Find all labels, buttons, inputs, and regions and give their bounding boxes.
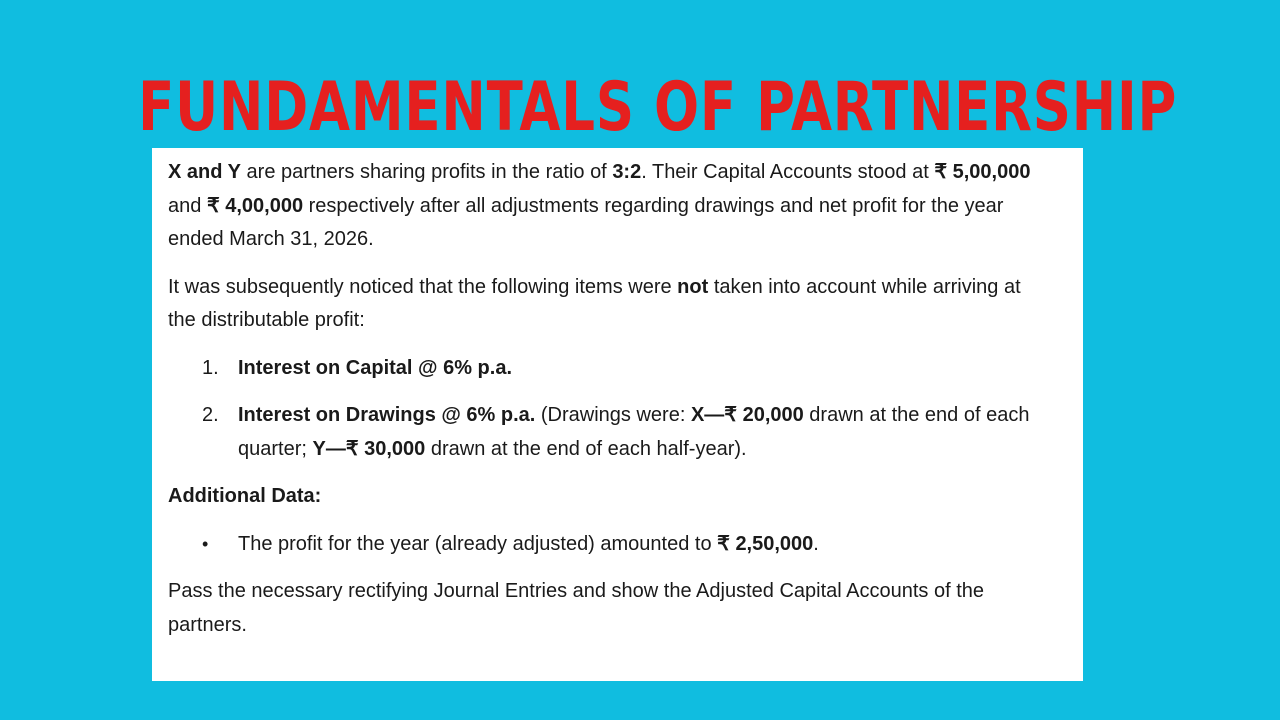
interest-on-capital: Interest on Capital @ 6% p.a.	[238, 356, 513, 379]
capital-x: ₹ 5,00,000	[934, 161, 1031, 183]
partners-names: X and Y	[168, 161, 241, 183]
list-item	[168, 352, 1049, 386]
text-span: are partners sharing profits in the ratio of	[241, 161, 613, 183]
drawings-x: X—₹ 20,000	[690, 404, 804, 426]
text-span: taken into account while arriving at the distributable profit:	[168, 275, 1021, 331]
list-item-text	[238, 352, 1049, 386]
text-span: and	[168, 194, 207, 217]
closing-instruction: Pass the necessary rectifying Journal Entries and show the Adjusted Capital Accounts of the partners.	[168, 580, 985, 636]
text-span: (Drawings were:	[535, 404, 691, 426]
list-number: 1.	[202, 356, 219, 379]
text-span: . Their Capital Accounts stood at	[641, 161, 935, 183]
text-span: It was subsequently noticed that the following items were	[168, 275, 678, 298]
profit-ratio: 3:2	[612, 161, 642, 183]
page-title: FUNDAMENTALS OF PARTNERSHIP	[138, 68, 1178, 147]
text-span: drawn at the end of each quarter;	[238, 404, 1030, 460]
text-span: .	[813, 532, 819, 555]
drawings-y: Y—₹ 30,000	[312, 437, 426, 460]
additional-data-heading: Additional Data:	[168, 485, 322, 507]
list-item	[168, 399, 1049, 466]
text-span: respectively after all adjustments regarding drawings and net profit for the year ended March 31, 2026.	[168, 194, 1004, 250]
text-span: The profit for the year (already adjusted) amounted to	[238, 532, 718, 555]
bullet-item	[168, 528, 1049, 562]
notice-paragraph	[168, 271, 1049, 338]
bullet-icon: •	[202, 533, 209, 554]
not-emphasis: not	[677, 275, 709, 298]
question-card	[152, 148, 1083, 681]
bullet-text	[238, 528, 1049, 562]
list-number: 2.	[202, 404, 219, 426]
profit-amount: ₹ 2,50,000	[717, 532, 814, 555]
list-item-text	[238, 399, 1049, 466]
intro-paragraph	[168, 156, 1049, 257]
capital-y: ₹ 4,00,000	[206, 194, 304, 217]
text-span: drawn at the end of each half-year).	[425, 437, 747, 460]
interest-on-drawings: Interest on Drawings @ 6% p.a.	[238, 404, 536, 426]
